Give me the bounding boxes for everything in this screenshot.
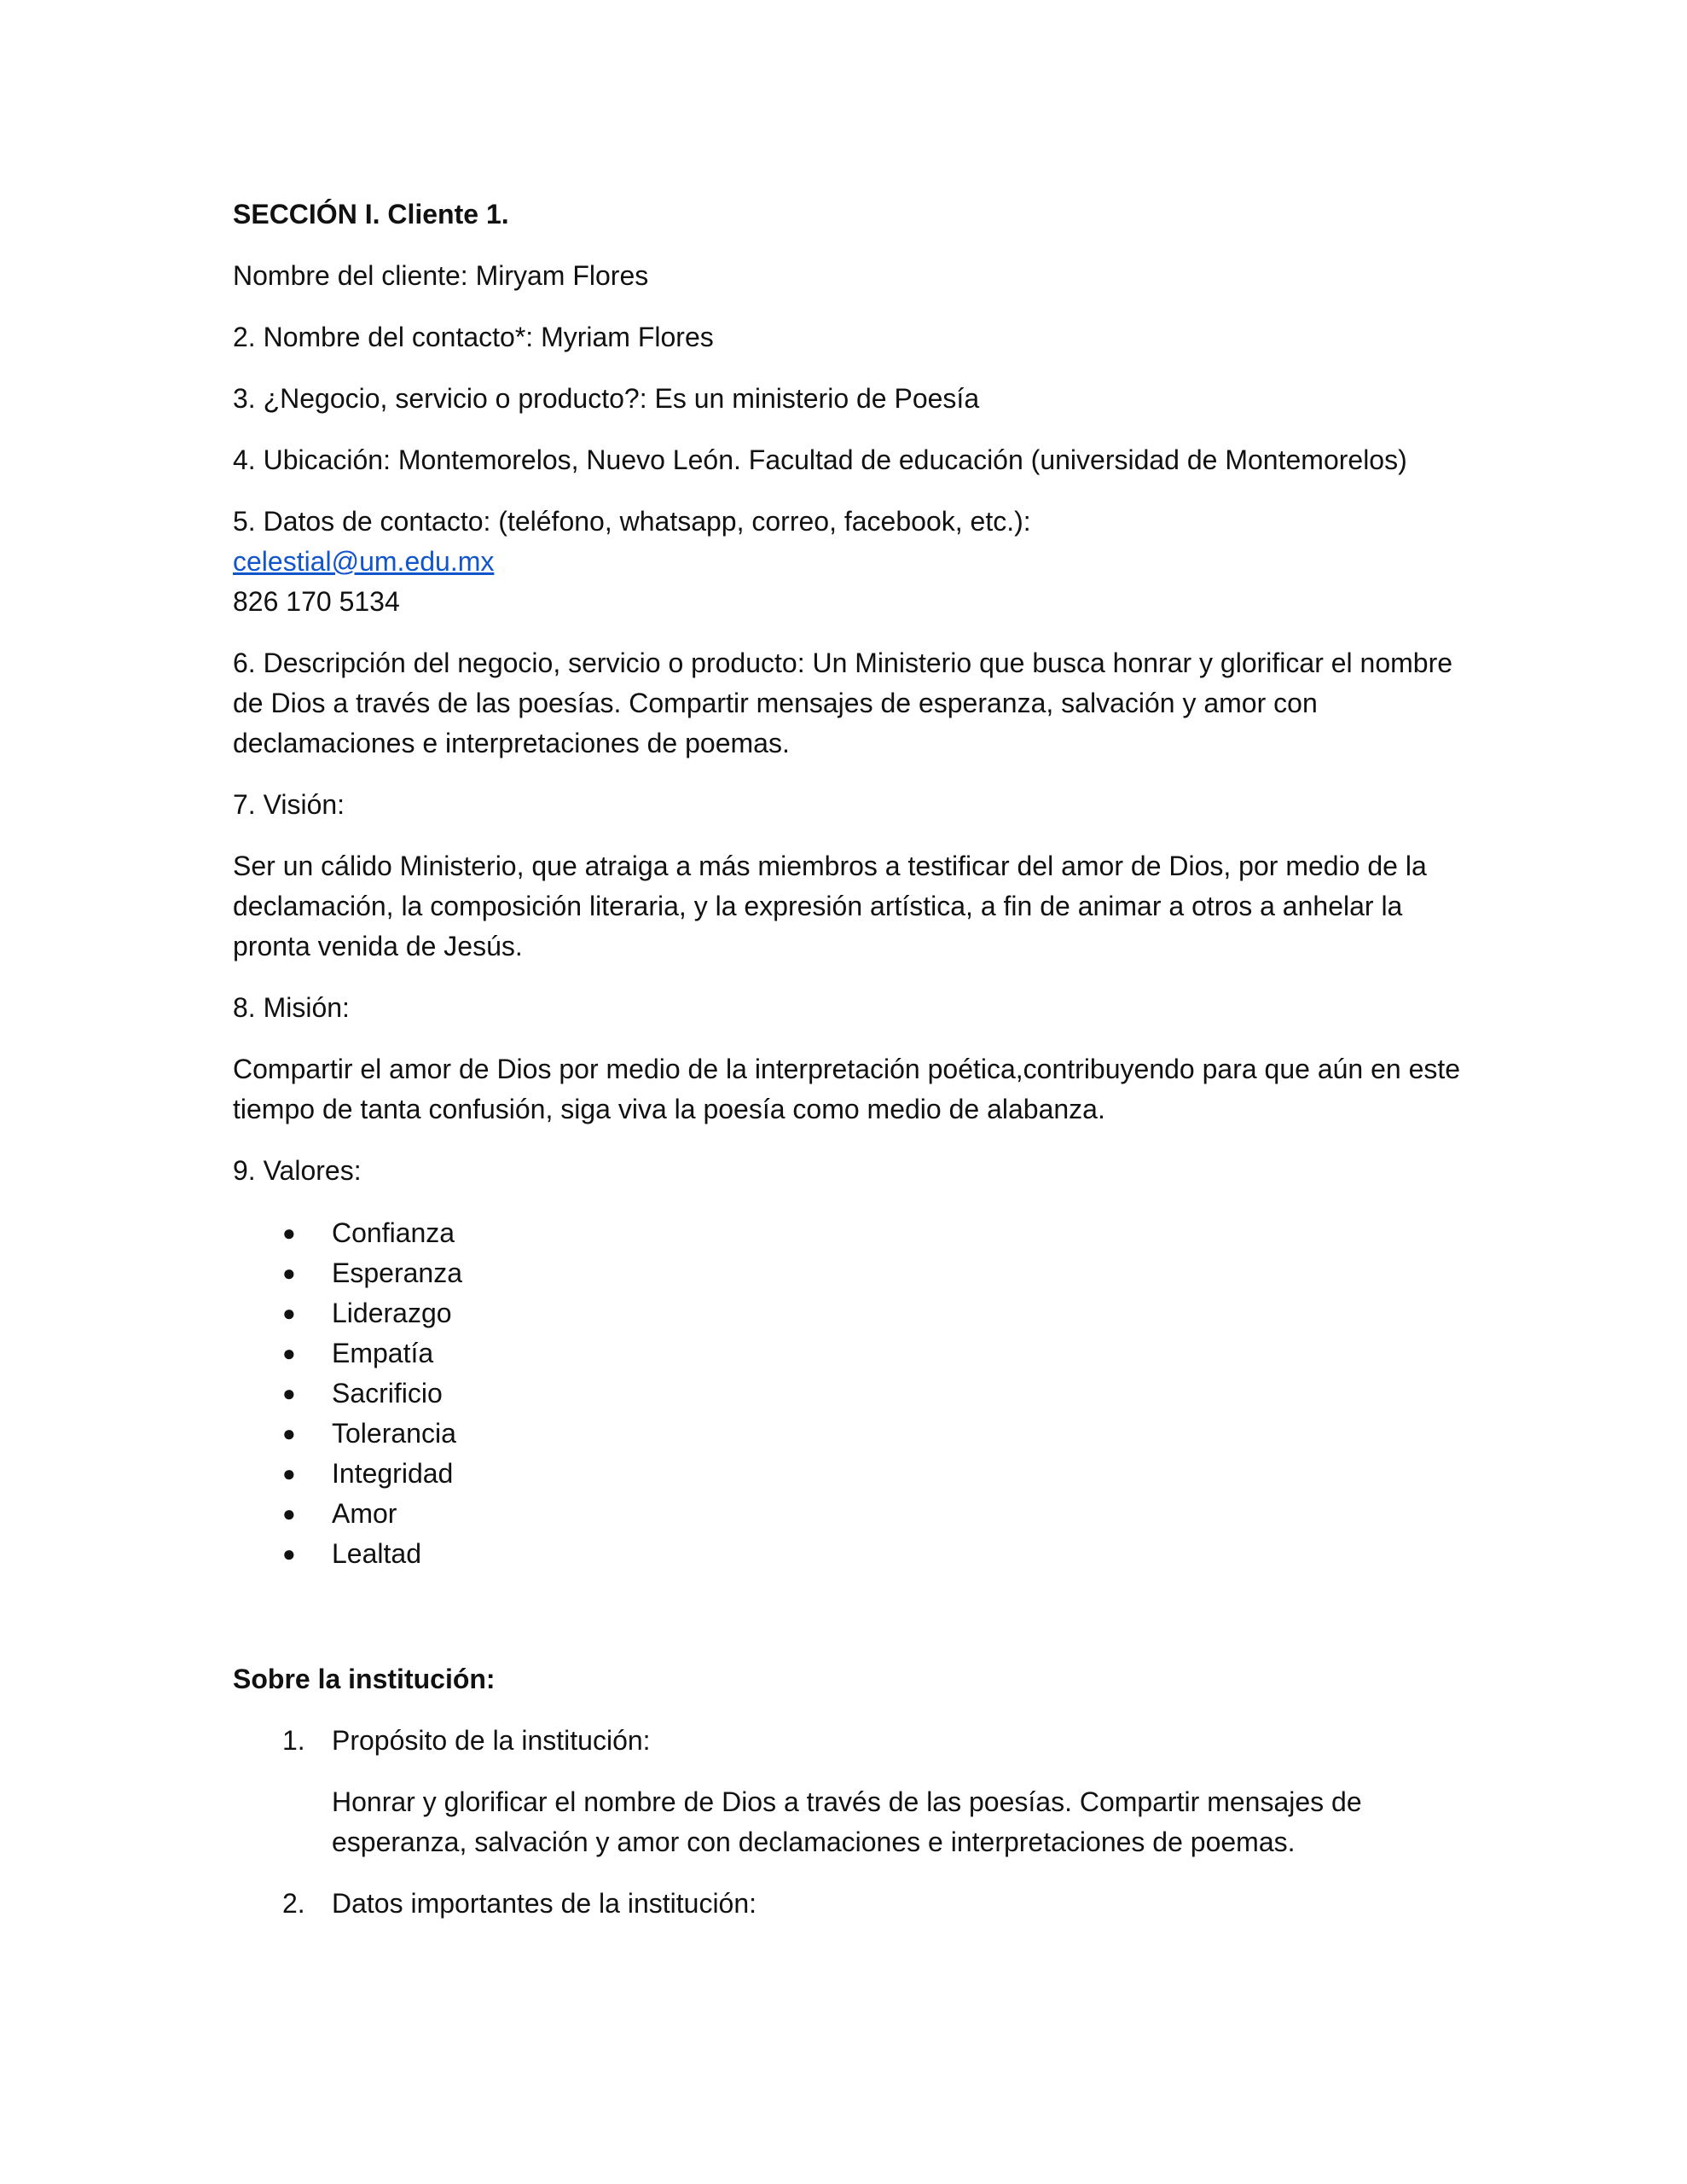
list-item — [233, 1454, 1461, 1494]
bullet-icon: ● — [282, 1380, 296, 1406]
location: 4. Ubicación: Montemorelos, Nuevo León. Facultad de educación (universidad de Montemorelos) — [233, 444, 1407, 475]
list-item — [233, 1884, 1461, 1924]
document-page — [233, 195, 1461, 1924]
value-label: Empatía — [332, 1338, 434, 1368]
bullet-icon: ● — [282, 1260, 296, 1286]
mission-text: Compartir el amor de Dios por medio de la interpretación poética,contribuyendo para que aún en este tiempo de tanta confusión, siga viva la poesía como medio de alabanza. — [233, 1054, 1461, 1124]
item-number: 2. — [282, 1888, 305, 1919]
business-description: 6. Descripción del negocio, servicio o producto: Un Ministerio que busca honrar y glorificar el nombre de Dios a través de las poesías. Compartir mensajes de esperanza, salvación y amor con declamaciones e interpretaciones de poemas. — [233, 648, 1453, 758]
value-label: Integridad — [332, 1458, 454, 1489]
client-name: Nombre del cliente: Miryam Flores — [233, 260, 649, 291]
list-item — [233, 1213, 1461, 1253]
values-label: 9. Valores: — [233, 1155, 362, 1186]
contact-phone: 826 170 5134 — [233, 586, 400, 617]
list-item — [233, 1721, 1461, 1862]
value-label: Amor — [332, 1498, 397, 1529]
contact-email-link[interactable]: celestial@um.edu.mx — [233, 546, 495, 577]
vision-label: 7. Visión: — [233, 789, 345, 820]
institution-purpose-text: Honrar y glorificar el nombre de Dios a través de las poesías. Compartir mensajes de esperanza, salvación y amor con declamaciones e interpretaciones de poemas. — [332, 1786, 1362, 1857]
bullet-icon: ● — [282, 1501, 296, 1526]
bullet-icon: ● — [282, 1340, 296, 1366]
value-label: Sacrificio — [332, 1378, 443, 1409]
contact-name: 2. Nombre del contacto*: Myriam Flores — [233, 322, 714, 352]
institution-title: Sobre la institución: — [233, 1664, 496, 1694]
business-type: 3. ¿Negocio, servicio o producto?: Es un ministerio de Poesía — [233, 383, 980, 414]
values-list — [233, 1213, 1461, 1574]
item-number: 1. — [282, 1725, 305, 1756]
list-item — [233, 1293, 1461, 1333]
bullet-icon: ● — [282, 1461, 296, 1486]
list-item — [233, 1534, 1461, 1574]
vision-text: Ser un cálido Ministerio, que atraiga a más miembros a testificar del amor de Dios, por medio de la declamación, la composición literaria, y la expresión artística, a fin de animar a otros a anhelar la pronta venida de Jesús. — [233, 851, 1427, 961]
contact-data-label: 5. Datos de contacto: (teléfono, whatsapp, correo, facebook, etc.): — [233, 506, 1031, 537]
bullet-icon: ● — [282, 1300, 296, 1326]
list-item — [233, 1253, 1461, 1293]
institution-list — [233, 1721, 1461, 1924]
mission-label: 8. Misión: — [233, 992, 350, 1023]
list-item — [233, 1414, 1461, 1454]
bullet-icon: ● — [282, 1541, 296, 1566]
value-label: Confianza — [332, 1217, 455, 1248]
institution-item-label: Propósito de la institución: — [332, 1725, 651, 1756]
list-item — [233, 1494, 1461, 1534]
institution-item-label: Datos importantes de la institución: — [332, 1888, 757, 1919]
bullet-icon: ● — [282, 1420, 296, 1446]
list-item — [233, 1333, 1461, 1374]
value-label: Esperanza — [332, 1258, 462, 1288]
bullet-icon: ● — [282, 1220, 296, 1246]
contact-data-block — [233, 502, 1461, 622]
section-title: SECCIÓN I. Cliente 1. — [233, 199, 509, 229]
value-label: Liderazgo — [332, 1298, 452, 1328]
value-label: Lealtad — [332, 1538, 421, 1569]
value-label: Tolerancia — [332, 1418, 456, 1449]
list-item — [233, 1374, 1461, 1414]
